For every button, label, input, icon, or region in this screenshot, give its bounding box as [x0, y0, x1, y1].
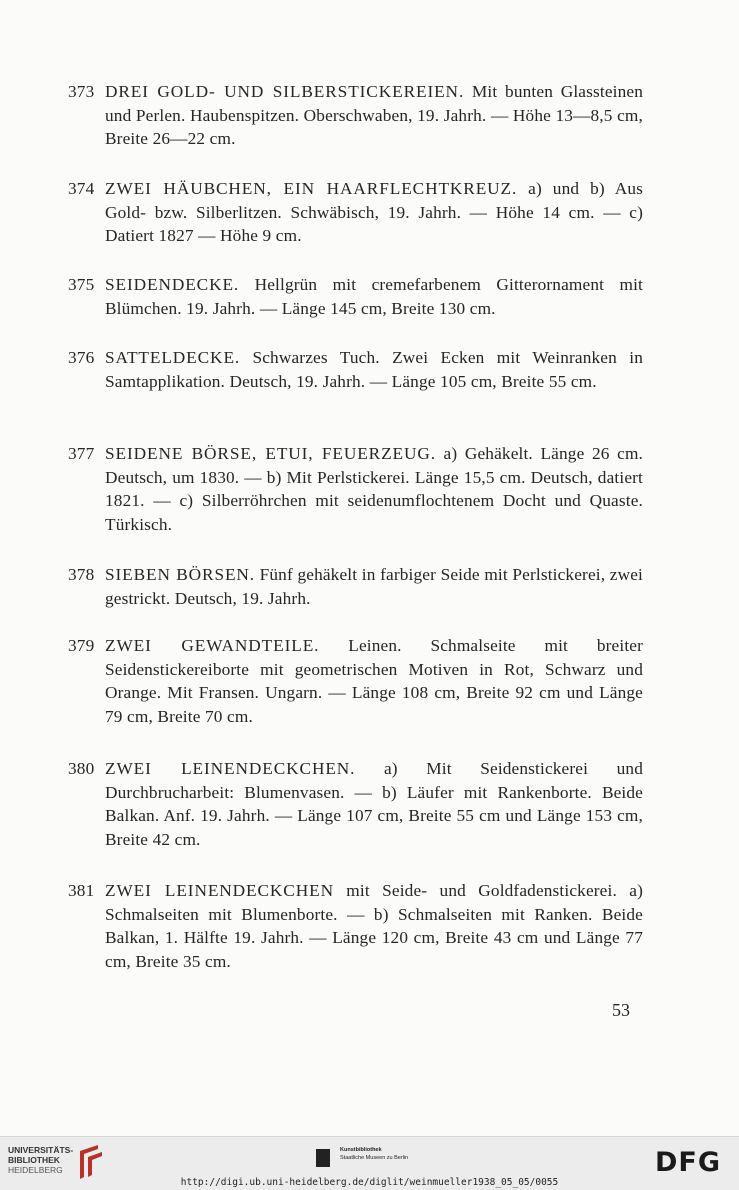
catalog-entry	[68, 563, 643, 610]
library-name-line: HEIDELBERG	[8, 1165, 63, 1175]
entry-number: 378	[68, 565, 95, 584]
entry-number: 375	[68, 275, 95, 294]
entry-description: mit Seide- und Goldfadenstickerei. a) Schmalseiten mit Blumenborte. — b) Schmalseiten mit Ranken. Beide Balkan, 1. Hälfte 19. Jahrh. — Länge 120 cm, Breite 43 cm und Länge 77 cm, Breite 35 cm.	[105, 881, 643, 971]
catalog-entry	[68, 80, 643, 151]
catalog-entry	[68, 346, 643, 393]
entry-description: a) Gehäkelt. Länge 26 cm. Deutsch, um 1830. — b) Mit Perlstickerei. Länge 15,5 cm. Deutsch, datiert 1821. — c) Silberröhrchen mit seidenumflochtenem Docht und Quaste. Türkisch.	[105, 444, 644, 534]
dfg-logo[interactable]: DFG	[655, 1147, 722, 1178]
kb-subtitle: Staatliche Museen zu Berlin	[340, 1154, 409, 1161]
page-number: 53	[612, 1000, 630, 1020]
permalink-url[interactable]: http://digi.ub.uni-heidelberg.de/diglit/weinmueller1938_05_05/0055	[180, 1177, 559, 1188]
entry-title: ZWEI LEINENDECKCHEN.	[105, 759, 356, 778]
entry-description: Schwarzes Tuch. Zwei Ecken mit Weinranken in Samtapplikation. Deutsch, 19. Jahrh. — Länge 105 cm, Breite 55 cm.	[105, 348, 643, 391]
library-name-line: UNIVERSITÄTS-	[8, 1145, 74, 1155]
entry-number: 374	[68, 179, 95, 198]
catalog-entry	[68, 757, 643, 851]
library-name-line: BIBLIOTHEK	[8, 1155, 60, 1165]
entry-description: a) und b) Aus Gold- bzw. Silberlitzen. Schwäbisch, 19. Jahrh. — Höhe 14 cm. — c) Datiert 1827 — Höhe 9 cm.	[105, 179, 644, 246]
entry-title: SEIDENE BÖRSE, ETUI, FEUERZEUG.	[105, 444, 436, 463]
catalog-entry	[68, 879, 643, 973]
digitization-footer	[0, 1136, 739, 1190]
entry-number: 379	[68, 636, 95, 655]
entry-title: SIEBEN BÖRSEN.	[105, 565, 256, 584]
catalog-entry	[68, 442, 643, 536]
entry-title: SATTELDECKE.	[105, 348, 241, 367]
entry-title: ZWEI LEINENDECKCHEN	[105, 881, 334, 900]
entry-number: 376	[68, 348, 95, 367]
entry-description: a) Mit Seidenstickerei und Durchbrucharbeit: Blumenvasen. — b) Läufer mit Rankenborte. Beide Balkan. Anf. 19. Jahrh. — Länge 107 cm, Breite 55 cm und Länge 153 cm, Breite 42 cm.	[105, 759, 643, 849]
entry-title: DREI GOLD- UND SILBERSTICKEREIEN.	[105, 82, 465, 101]
catalog-entry	[68, 177, 643, 248]
entry-number: 380	[68, 759, 95, 778]
entry-number: 373	[68, 82, 95, 101]
entry-description: Mit bunten Glassteinen und Perlen. Haubenspitzen. Oberschwaben, 19. Jahrh. — Höhe 13—8,5 cm, Breite 26—22 cm.	[105, 82, 643, 149]
catalog-entry	[68, 273, 643, 320]
entry-description: Fünf gehäkelt in farbiger Seide mit Perlstickerei, zwei gestrickt. Deutsch, 19. Jahrh.	[105, 565, 644, 608]
entry-description: Hellgrün mit cremefarbenem Gitterornament mit Blümchen. 19. Jahrh. — Länge 145 cm, Breite 130 cm.	[105, 275, 643, 318]
university-library-logo[interactable]	[8, 1145, 73, 1175]
kb-name: Kunstbibliothek	[340, 1147, 382, 1153]
entry-description: Leinen. Schmalseite mit breiter Seidenstickereiborte mit geometrischen Motiven in Rot, Schwarz und Orange. Mit Fransen. Ungarn. — Länge 108 cm, Breite 92 cm und Länge 79 cm, Breite 70 cm.	[105, 636, 643, 726]
library-emblem-icon	[76, 1143, 104, 1181]
entry-number: 377	[68, 444, 95, 463]
entry-number: 381	[68, 881, 95, 900]
catalog-entry	[68, 634, 643, 728]
kunstbibliothek-emblem-icon	[316, 1149, 330, 1167]
entry-title: SEIDENDECKE.	[105, 275, 240, 294]
entry-title: ZWEI GEWANDTEILE.	[105, 636, 320, 655]
entry-title: ZWEI HÄUBCHEN, EIN HAARFLECHTKREUZ.	[105, 179, 518, 198]
